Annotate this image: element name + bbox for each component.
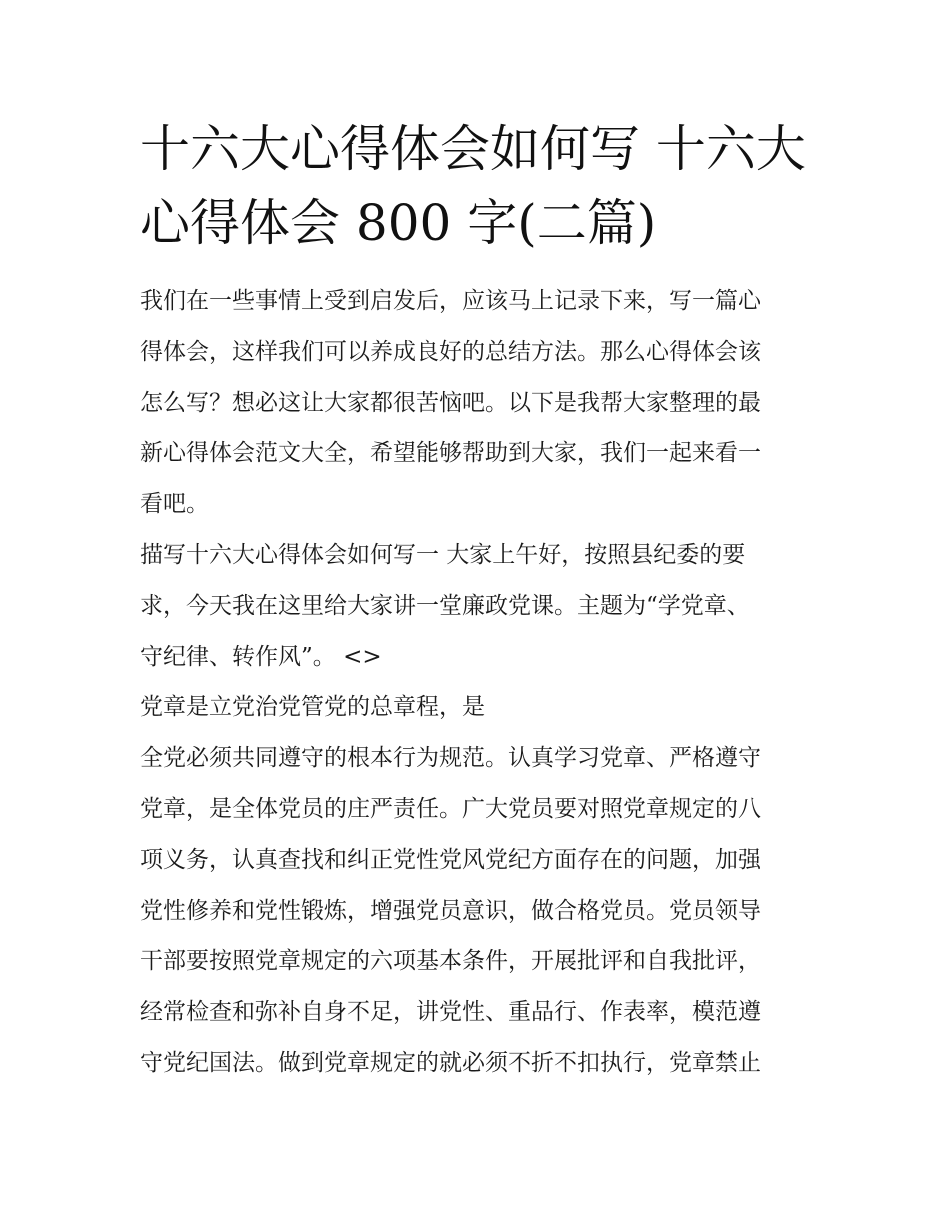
text-line: 党章是立党治党管党的总章程，是 xyxy=(140,694,485,721)
text-line: 守党纪国法。做到党章规定的就必须不折不扣执行，党章禁止 xyxy=(140,1049,761,1076)
text-line: 党性修养和党性锻炼，增强党员意识，做合格党员。党员领导 xyxy=(140,897,761,924)
paragraph xyxy=(140,733,830,1089)
document-body xyxy=(140,276,830,1089)
text-line: 我们在一些事情上受到启发后，应该马上记录下来，写一篇心 xyxy=(140,288,761,314)
text-line: 得体会，这样我们可以养成良好的总结方法。那么心得体会该 xyxy=(140,338,761,365)
text-line: 怎么写？想必这让大家都很苦恼吧。以下是我帮大家整理的最 xyxy=(140,389,761,416)
text-line: 干部要按照党章规定的六项基本条件，开展批评和自我批评， xyxy=(140,948,761,975)
text-line: 守纪律、转作风”。 <> xyxy=(140,643,382,670)
document-title xyxy=(140,112,830,260)
text-line: 项义务，认真查找和纠正党性党风党纪方面存在的问题，加强 xyxy=(140,846,761,873)
text-line: 新心得体会范文大全，希望能够帮助到大家，我们一起来看一 xyxy=(140,440,761,467)
text-line: 求，今天我在这里给大家讲一堂廉政党课。主题为“学党章、 xyxy=(140,592,750,619)
text-line: 看吧。 xyxy=(140,491,209,518)
text-line: 经常检查和弥补自身不足，讲党性、重品行、作表率，模范遵 xyxy=(140,999,761,1026)
paragraph xyxy=(140,530,830,682)
text-line: 全党必须共同遵守的根本行为规范。认真学习党章、严格遵守 xyxy=(140,745,761,772)
title-line: 心得体会 800 字(二篇) xyxy=(140,194,657,252)
text-line: 党章，是全体党员的庄严责任。广大党员要对照党章规定的八 xyxy=(140,795,761,822)
title-line: 十六大心得体会如何写 十六大 xyxy=(140,120,806,178)
paragraph xyxy=(140,276,830,530)
text-line: 描写十六大心得体会如何写一 大家上午好，按照县纪委的要 xyxy=(140,541,746,568)
paragraph xyxy=(140,682,830,733)
